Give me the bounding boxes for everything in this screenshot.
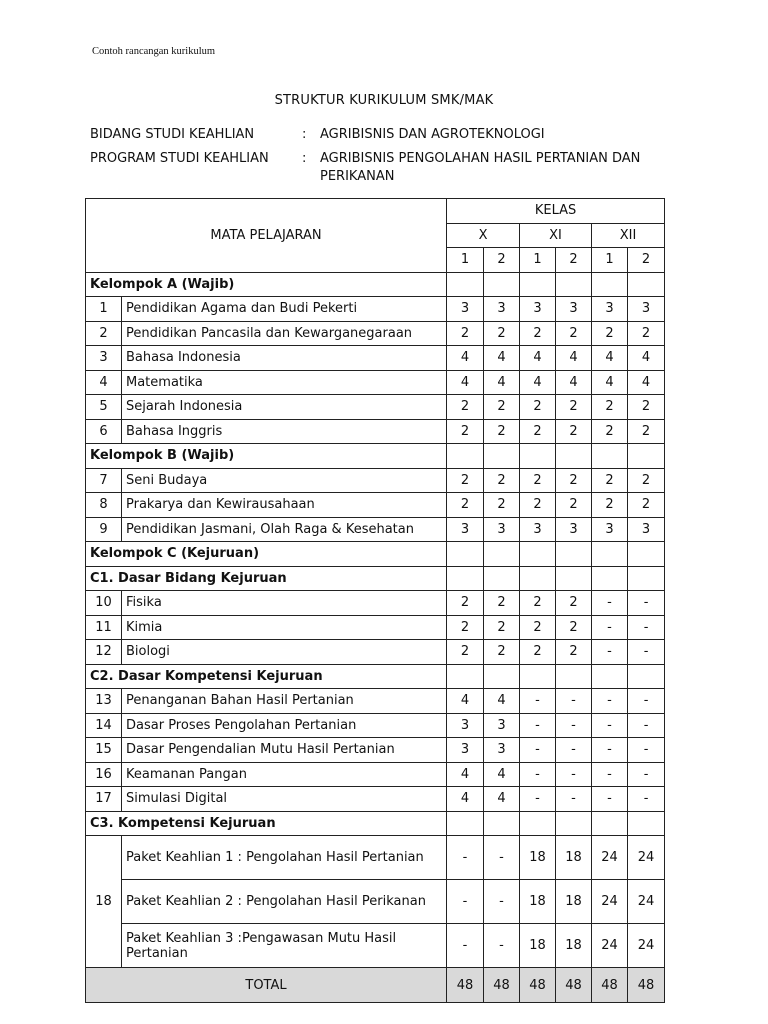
hours-cell: 2	[520, 468, 556, 493]
hours-cell: 2	[556, 468, 592, 493]
hours-cell: -	[484, 880, 520, 924]
empty-cell	[520, 811, 556, 836]
subject-name: Bahasa Indonesia	[122, 346, 447, 371]
table-row	[86, 321, 665, 346]
table-row	[86, 468, 665, 493]
hours-cell: 4	[556, 370, 592, 395]
subject-name: Pendidikan Agama dan Budi Pekerti	[122, 297, 447, 322]
hours-cell: 24	[592, 836, 628, 880]
semester-header: 2	[556, 248, 592, 273]
subject-name: Matematika	[122, 370, 447, 395]
group-heading: C2. Dasar Kompetensi Kejuruan	[86, 664, 447, 689]
hours-cell: 4	[484, 370, 520, 395]
hours-cell: 4	[592, 370, 628, 395]
row-number: 3	[86, 346, 122, 371]
hours-cell: -	[628, 787, 665, 812]
table-row	[86, 762, 665, 787]
hours-cell: -	[520, 738, 556, 763]
empty-cell	[484, 272, 520, 297]
hours-cell: -	[556, 787, 592, 812]
hours-cell: -	[520, 762, 556, 787]
hours-cell: 3	[447, 713, 484, 738]
empty-cell	[592, 444, 628, 469]
subject-name: Dasar Proses Pengolahan Pertanian	[122, 713, 447, 738]
hours-cell: 2	[447, 468, 484, 493]
mata-pelajaran-header: MATA PELAJARAN	[86, 199, 447, 273]
row-number: 4	[86, 370, 122, 395]
total-cell: 48	[447, 968, 484, 1003]
empty-cell	[484, 542, 520, 567]
document-caption: Contoh rancangan kurikulum	[92, 46, 216, 57]
group-heading: Kelompok B (Wajib)	[86, 444, 447, 469]
hours-cell: 18	[556, 880, 592, 924]
hours-cell: 3	[447, 738, 484, 763]
hours-cell: 4	[484, 346, 520, 371]
hours-cell: 2	[592, 321, 628, 346]
table-row	[86, 346, 665, 371]
table-row	[86, 591, 665, 616]
hours-cell: 2	[520, 321, 556, 346]
hours-cell: -	[556, 713, 592, 738]
hours-cell: 2	[520, 493, 556, 518]
hours-cell: -	[592, 762, 628, 787]
subject-name: Kimia	[122, 615, 447, 640]
group-heading: Kelompok A (Wajib)	[86, 272, 447, 297]
group-heading: Kelompok C (Kejuruan)	[86, 542, 447, 567]
subject-name: Penanganan Bahan Hasil Pertanian	[122, 689, 447, 714]
hours-cell: 4	[520, 370, 556, 395]
hours-cell: 2	[520, 395, 556, 420]
paket-row	[86, 836, 665, 880]
table-row	[86, 787, 665, 812]
grade-xii-header: XII	[592, 223, 665, 248]
group-row	[86, 542, 665, 567]
hours-cell: 2	[556, 395, 592, 420]
hours-cell: 2	[556, 419, 592, 444]
semester-header: 1	[447, 248, 484, 273]
empty-cell	[520, 444, 556, 469]
hours-cell: 2	[628, 493, 665, 518]
hours-cell: 24	[628, 924, 665, 968]
hours-cell: 4	[447, 689, 484, 714]
total-cell: 48	[556, 968, 592, 1003]
group-row	[86, 272, 665, 297]
total-label: TOTAL	[86, 968, 447, 1003]
hours-cell: 2	[628, 395, 665, 420]
hours-cell: 2	[556, 591, 592, 616]
empty-cell	[628, 542, 665, 567]
table-row	[86, 615, 665, 640]
hours-cell: 3	[484, 297, 520, 322]
hours-cell: 2	[484, 419, 520, 444]
subject-name: Sejarah Indonesia	[122, 395, 447, 420]
subject-name: Seni Budaya	[122, 468, 447, 493]
row-number: 7	[86, 468, 122, 493]
hours-cell: -	[520, 787, 556, 812]
hours-cell: 4	[484, 689, 520, 714]
row-number: 8	[86, 493, 122, 518]
paket-row	[86, 880, 665, 924]
hours-cell: 3	[628, 297, 665, 322]
empty-cell	[556, 811, 592, 836]
hours-cell: 2	[592, 468, 628, 493]
empty-cell	[592, 566, 628, 591]
semester-header: 2	[484, 248, 520, 273]
empty-cell	[520, 664, 556, 689]
empty-cell	[520, 542, 556, 567]
subject-name: Keamanan Pangan	[122, 762, 447, 787]
empty-cell	[628, 566, 665, 591]
hours-cell: 4	[520, 346, 556, 371]
hours-cell: 3	[447, 297, 484, 322]
subject-name: Pendidikan Pancasila dan Kewarganegaraan	[122, 321, 447, 346]
hours-cell: -	[592, 787, 628, 812]
hours-cell: -	[447, 880, 484, 924]
hours-cell: -	[447, 924, 484, 968]
hours-cell: 2	[556, 493, 592, 518]
curriculum-table	[85, 198, 665, 1003]
empty-cell	[447, 664, 484, 689]
subject-name: Dasar Pengendalian Mutu Hasil Pertanian	[122, 738, 447, 763]
hours-cell: 18	[520, 924, 556, 968]
hours-cell: 4	[484, 787, 520, 812]
hours-cell: -	[628, 689, 665, 714]
paket-row	[86, 924, 665, 968]
empty-cell	[520, 566, 556, 591]
group-row	[86, 664, 665, 689]
hours-cell: 4	[447, 370, 484, 395]
group-row	[86, 566, 665, 591]
row-number: 18	[86, 836, 122, 968]
row-number: 16	[86, 762, 122, 787]
hours-cell: -	[628, 738, 665, 763]
empty-cell	[484, 566, 520, 591]
hours-cell: -	[592, 689, 628, 714]
hours-cell: -	[592, 738, 628, 763]
hours-cell: 4	[628, 346, 665, 371]
empty-cell	[592, 272, 628, 297]
group-heading: C1. Dasar Bidang Kejuruan	[86, 566, 447, 591]
hours-cell: 24	[628, 836, 665, 880]
hours-cell: 2	[520, 591, 556, 616]
subject-name: Bahasa Inggris	[122, 419, 447, 444]
row-number: 14	[86, 713, 122, 738]
table-row	[86, 493, 665, 518]
table-row	[86, 395, 665, 420]
program-label: PROGRAM STUDI KEAHLIAN	[90, 151, 269, 166]
hours-cell: 4	[447, 762, 484, 787]
hours-cell: 2	[447, 640, 484, 665]
hours-cell: 4	[592, 346, 628, 371]
empty-cell	[447, 272, 484, 297]
subject-name: Simulasi Digital	[122, 787, 447, 812]
hours-cell: -	[556, 689, 592, 714]
document-title: STRUKTUR KURIKULUM SMK/MAK	[274, 93, 494, 108]
row-number: 12	[86, 640, 122, 665]
hours-cell: 2	[484, 615, 520, 640]
grade-xi-header: XI	[520, 223, 592, 248]
hours-cell: 2	[556, 321, 592, 346]
program-value: AGRIBISNIS PENGOLAHAN HASIL PERTANIAN DAN PERIKANAN	[320, 151, 641, 184]
hours-cell: 2	[484, 493, 520, 518]
row-number: 5	[86, 395, 122, 420]
empty-cell	[556, 444, 592, 469]
empty-cell	[628, 664, 665, 689]
bidang-value: AGRIBISNIS DAN AGROTEKNOLOGI	[320, 127, 545, 142]
hours-cell: -	[556, 762, 592, 787]
hours-cell: -	[592, 713, 628, 738]
empty-cell	[592, 542, 628, 567]
hours-cell: -	[447, 836, 484, 880]
empty-cell	[628, 811, 665, 836]
hours-cell: -	[628, 713, 665, 738]
semester-header: 1	[592, 248, 628, 273]
hours-cell: 4	[484, 762, 520, 787]
empty-cell	[556, 664, 592, 689]
row-number: 11	[86, 615, 122, 640]
hours-cell: -	[556, 738, 592, 763]
hours-cell: 4	[447, 346, 484, 371]
table-row	[86, 640, 665, 665]
semester-header: 1	[520, 248, 556, 273]
hours-cell: 2	[592, 419, 628, 444]
empty-cell	[447, 811, 484, 836]
hours-cell: 2	[447, 591, 484, 616]
group-row	[86, 811, 665, 836]
hours-cell: -	[628, 615, 665, 640]
total-row	[86, 968, 665, 1003]
row-number: 9	[86, 517, 122, 542]
hours-cell: 2	[447, 493, 484, 518]
hours-cell: 24	[592, 924, 628, 968]
hours-cell: -	[484, 924, 520, 968]
empty-cell	[628, 272, 665, 297]
hours-cell: 2	[628, 321, 665, 346]
empty-cell	[520, 272, 556, 297]
hours-cell: 2	[447, 615, 484, 640]
hours-cell: 18	[556, 836, 592, 880]
row-number: 6	[86, 419, 122, 444]
table-row	[86, 713, 665, 738]
semester-header: 2	[628, 248, 665, 273]
empty-cell	[447, 566, 484, 591]
hours-cell: -	[484, 836, 520, 880]
table-row	[86, 370, 665, 395]
hours-cell: 18	[520, 880, 556, 924]
hours-cell: 3	[592, 297, 628, 322]
hours-cell: 24	[592, 880, 628, 924]
group-heading: C3. Kompetensi Kejuruan	[86, 811, 447, 836]
empty-cell	[447, 444, 484, 469]
hours-cell: -	[592, 615, 628, 640]
row-number: 2	[86, 321, 122, 346]
row-number: 13	[86, 689, 122, 714]
hours-cell: 18	[520, 836, 556, 880]
paket-name: Paket Keahlian 3 :Pengawasan Mutu Hasil Pertanian	[122, 924, 447, 968]
hours-cell: 3	[592, 517, 628, 542]
hours-cell: 24	[628, 880, 665, 924]
program-colon: :	[302, 151, 307, 166]
hours-cell: 3	[520, 297, 556, 322]
total-cell: 48	[484, 968, 520, 1003]
hours-cell: -	[520, 689, 556, 714]
empty-cell	[484, 664, 520, 689]
hours-cell: 2	[484, 640, 520, 665]
hours-cell: -	[520, 713, 556, 738]
hours-cell: 3	[484, 517, 520, 542]
hours-cell: 3	[484, 738, 520, 763]
hours-cell: 3	[484, 713, 520, 738]
hours-cell: 2	[484, 395, 520, 420]
empty-cell	[556, 566, 592, 591]
empty-cell	[592, 664, 628, 689]
empty-cell	[447, 542, 484, 567]
subject-name: Prakarya dan Kewirausahaan	[122, 493, 447, 518]
empty-cell	[556, 542, 592, 567]
hours-cell: 2	[520, 640, 556, 665]
empty-cell	[484, 444, 520, 469]
row-number: 10	[86, 591, 122, 616]
hours-cell: -	[592, 640, 628, 665]
hours-cell: 2	[592, 395, 628, 420]
table-row	[86, 419, 665, 444]
table-row	[86, 297, 665, 322]
subject-name: Pendidikan Jasmani, Olah Raga & Kesehatan	[122, 517, 447, 542]
table-row	[86, 738, 665, 763]
subject-name: Fisika	[122, 591, 447, 616]
hours-cell: -	[628, 591, 665, 616]
empty-cell	[556, 272, 592, 297]
hours-cell: 4	[628, 370, 665, 395]
hours-cell: 2	[520, 615, 556, 640]
hours-cell: 3	[556, 517, 592, 542]
hours-cell: 2	[592, 493, 628, 518]
kelas-header: KELAS	[447, 199, 665, 224]
header-row-kelas	[86, 199, 665, 224]
row-number: 15	[86, 738, 122, 763]
hours-cell: 3	[628, 517, 665, 542]
hours-cell: 2	[484, 591, 520, 616]
empty-cell	[628, 444, 665, 469]
hours-cell: -	[628, 640, 665, 665]
subject-name: Biologi	[122, 640, 447, 665]
hours-cell: 2	[628, 419, 665, 444]
hours-cell: 3	[556, 297, 592, 322]
hours-cell: 2	[484, 321, 520, 346]
hours-cell: 3	[447, 517, 484, 542]
hours-cell: -	[592, 591, 628, 616]
table-row	[86, 517, 665, 542]
hours-cell: 2	[520, 419, 556, 444]
empty-cell	[484, 811, 520, 836]
group-row	[86, 444, 665, 469]
total-cell: 48	[520, 968, 556, 1003]
table-row	[86, 689, 665, 714]
hours-cell: 4	[556, 346, 592, 371]
paket-name: Paket Keahlian 1 : Pengolahan Hasil Pertanian	[122, 836, 447, 880]
hours-cell: 2	[628, 468, 665, 493]
empty-cell	[592, 811, 628, 836]
hours-cell: 2	[556, 640, 592, 665]
hours-cell: 2	[484, 468, 520, 493]
bidang-colon: :	[302, 127, 307, 142]
hours-cell: 2	[556, 615, 592, 640]
total-cell: 48	[628, 968, 665, 1003]
hours-cell: 4	[447, 787, 484, 812]
hours-cell: 2	[447, 395, 484, 420]
row-number: 1	[86, 297, 122, 322]
hours-cell: -	[628, 762, 665, 787]
grade-x-header: X	[447, 223, 520, 248]
bidang-label: BIDANG STUDI KEAHLIAN	[90, 127, 255, 142]
row-number: 17	[86, 787, 122, 812]
paket-name: Paket Keahlian 2 : Pengolahan Hasil Perikanan	[122, 880, 447, 924]
total-cell: 48	[592, 968, 628, 1003]
hours-cell: 18	[556, 924, 592, 968]
hours-cell: 2	[447, 321, 484, 346]
hours-cell: 2	[447, 419, 484, 444]
hours-cell: 3	[520, 517, 556, 542]
